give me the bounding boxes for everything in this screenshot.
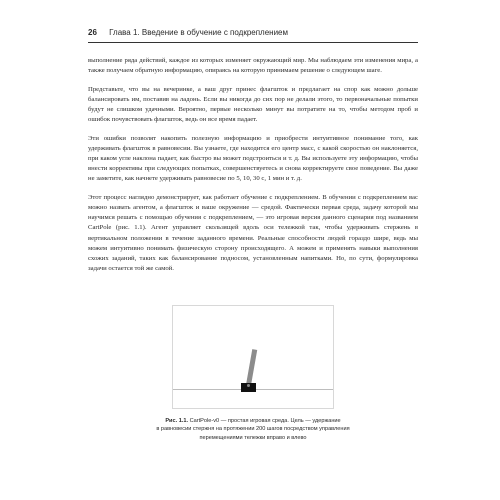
caption-line-2: в равновесии стержня на протяжении 200 шагов посредством управления xyxy=(156,426,350,433)
body-text xyxy=(88,56,418,283)
caption-label: Рис. 1.1. xyxy=(165,418,189,424)
caption-line-1: CartPole-v0 — простая игровая среда. Цель — удержание xyxy=(189,418,341,424)
paragraph-3: Эти ошибки позволят накопить полезную информацию и приобрести интуитивное понимание того, как удерживать флагшток в равновесии. Вы узнаете, где находится его центр масс, с какой скоростью он наклоняется, при каком угле наклона падает, как быстро вы может подстроиться и т. д. Вы используете эту информацию, чтобы внести коррективы при следующих попытках, совершенствуетесь и снова корректируете свое поведение. Вы даже не заметите, как начнете удерживать равновесие по 5, 10, 30 с, 1 мин и т. д. xyxy=(88,134,418,183)
paragraph-1: выполнение ряда действий, каждое из которых изменяет окружающий мир. Мы наблюдаем эти изменения мира, а также получаем обратную информацию, опираясь на которую принимаем решение о следующем шаге. xyxy=(88,57,418,75)
axle xyxy=(247,384,250,387)
running-header xyxy=(88,26,418,43)
paragraph-2: Представьте, что вы на вечеринке, а ваш друг принес флагшток и предлагает на спор как можно дольше балансировать им, поставив на ладонь. Если вы никогда до сих пор не делали этого, то первоначальные попытки будут не слишком удачными. Вероятно, первые несколько минут вы потратите на то, чтобы методом проб и ошибок почувствовать флагшток, ведь он все время падает. xyxy=(88,85,418,124)
paragraph-4: Этот процесс наглядно демонстрирует, как работает обучение с подкреплением. В обучении с подкреплением вас можно назвать агентом, а флагшток и ваше окружение — средой. Фактически первая среда, задачу которой мы научимся решать с помощью обучения с подкреплением, — это игровая версия данного сценария под названием CartPole (рис. 1.1). Агент управляет скользящей вдоль оси тележкой так, чтобы удерживать стержень в вертикальном положении в течение заданного времени. Реальные способности людей гораздо шире, ведь мы можем интуитивно понимать физическую сторону происходящего. А можем и применять навыки выполнения схожих заданий, таких как балансирование подносом, установленным напитками. Но, по сути, формулировка задачи остается той же самой. xyxy=(88,193,418,273)
figure-caption xyxy=(88,417,418,442)
caption-line-3: перемещениями тележки вправо и влево xyxy=(199,434,307,441)
cartpole-illustration xyxy=(172,305,334,409)
page-number: 26 xyxy=(88,28,97,37)
figure-1-1 xyxy=(88,305,418,442)
pole xyxy=(246,349,257,385)
chapter-title: Глава 1. Введение в обучение с подкреплением xyxy=(109,28,288,37)
